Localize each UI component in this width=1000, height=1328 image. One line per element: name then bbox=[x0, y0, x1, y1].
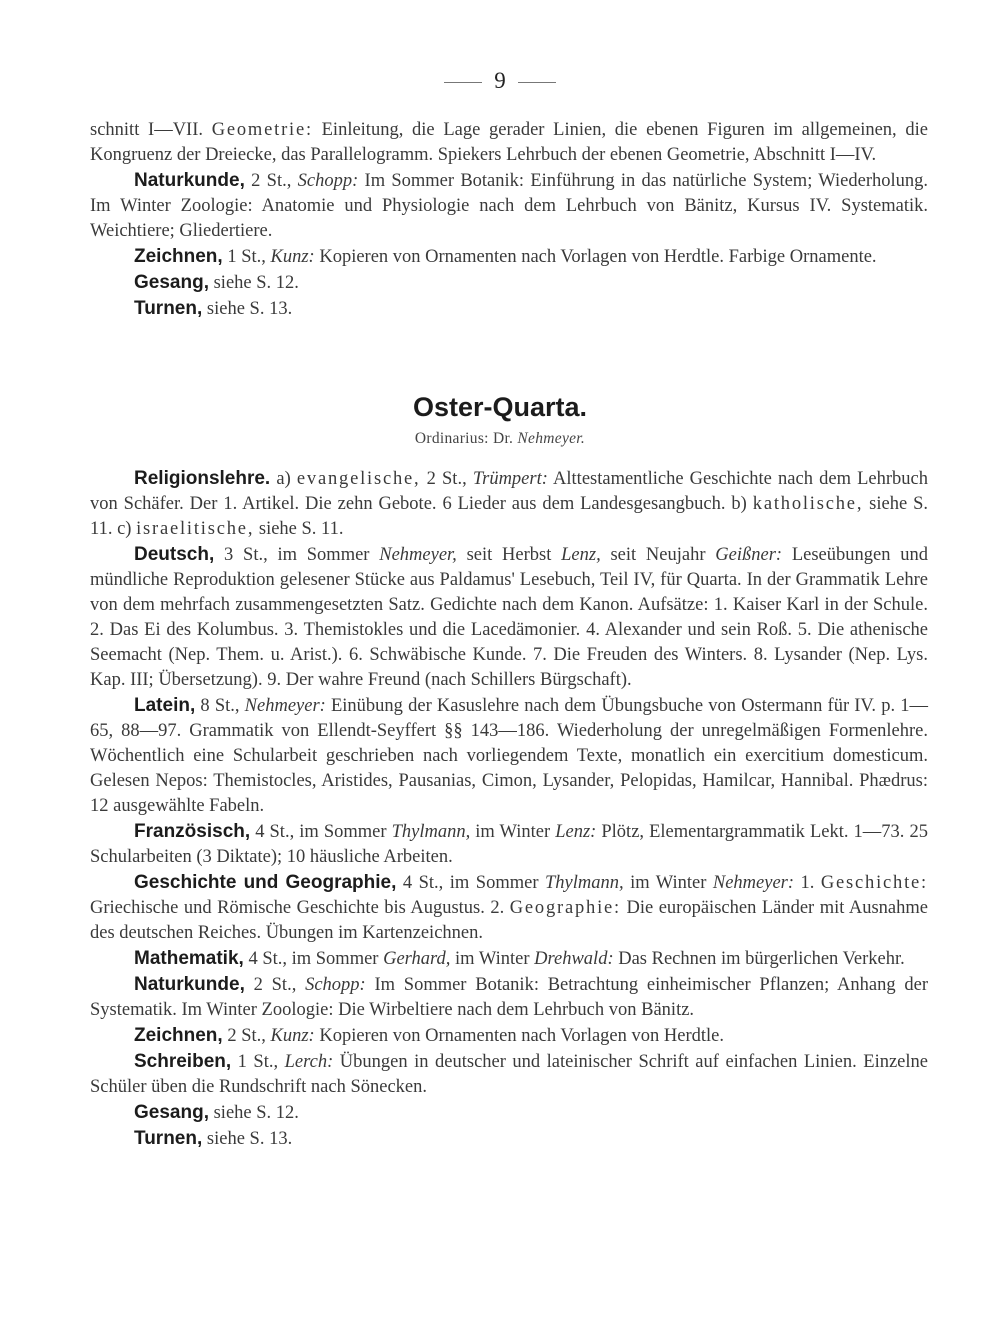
heading-gesang: Gesang, bbox=[134, 1102, 209, 1123]
heading-latein: Latein, bbox=[134, 695, 196, 716]
heading-schreiben: Schreiben, bbox=[134, 1051, 232, 1072]
paragraph-gesang: Gesang, siehe S. 12. bbox=[134, 1102, 299, 1123]
teacher-name: Trümpert: bbox=[472, 469, 548, 489]
paragraph-turnen: Turnen, siehe S. 13. bbox=[134, 298, 293, 319]
teacher-name: Thylmann, bbox=[391, 822, 471, 842]
heading-turnen: Turnen, bbox=[134, 1128, 203, 1149]
top-text-block bbox=[90, 118, 928, 322]
heading-franzoesisch: Französisch, bbox=[134, 821, 251, 842]
page-number: 9 bbox=[494, 68, 506, 93]
heading-geschichte-geographie: Geschichte und Geographie, bbox=[134, 872, 397, 893]
paragraph-franzoesisch: Französisch, 4 St., im Sommer Thylmann, im Winter Lenz: Plötz, Elementargrammatik Lekt. 1—73. 25 Schularbeiten (3 Diktate); 10 häusliche Arbeiten. bbox=[90, 821, 928, 867]
heading-turnen: Turnen, bbox=[134, 298, 203, 319]
teacher-name: Lenz, bbox=[561, 545, 601, 565]
teacher-name: Kunz: bbox=[270, 1026, 315, 1046]
section-title: Oster-Quarta. bbox=[412, 392, 588, 422]
heading-religionslehre: Religionslehre. bbox=[134, 468, 271, 489]
teacher-name: Geißner: bbox=[715, 545, 783, 565]
teacher-name: Schopp: bbox=[297, 171, 359, 191]
teacher-name: Nehmeyer: bbox=[244, 696, 326, 716]
paragraph-zeichnen: Zeichnen, 1 St., Kunz: Kopieren von Ornamenten nach Vorlagen von Herdtle. Farbige Ornamente. bbox=[134, 246, 877, 267]
paragraph-naturkunde: Naturkunde, 2 St., Schopp: Im Sommer Botanik: Betrachtung einheimischer Pflanzen; Anhang der Systematik. Im Winter Zoologie: Die Wirbeltiere nach dem Lehrbuch von Bänitz. bbox=[90, 974, 928, 1020]
heading-zeichnen: Zeichnen, bbox=[134, 246, 223, 267]
teacher-name: Nehmeyer, bbox=[379, 545, 457, 565]
paragraph-mathematik: Mathematik, 4 St., im Sommer Gerhard, im Winter Drehwald: Das Rechnen im bürgerlichen Verkehr. bbox=[134, 948, 905, 969]
paragraph-deutsch: Deutsch, 3 St., im Sommer Nehmeyer, seit Herbst Lenz, seit Neujahr Geißner: Leseübungen und mündliche Reproduktion gelesener Stücke aus Paldamus' Lesebuch, Teil IV, für Quarta. In der Grammatik Lehre von dem mehrfach zusammengesetzten Satz. Gedichte nach dem Kanon. Aufsätze: 1. Kaiser Karl in der Schule. 2. Das Ei des Kolumbus. 3. Themistokles und die Lacedämonier. 4. Alexander und sein Roß. 5. Die athenische Seemacht (Nep. Them. u. Arist.). 6. Schwäbische Kunde. 7. Die Freuden des Winters. 8. Lysander (Nep. Lys. Kap. III; Übersetzung). 9. Der wahre Freund (nach Schillers Bürgschaft). bbox=[90, 544, 928, 690]
ordinarius-line: Ordinarius: Dr. Nehmeyer. bbox=[414, 430, 586, 447]
teacher-name: Gerhard, bbox=[383, 949, 451, 969]
teacher-name: Lenz: bbox=[555, 822, 597, 842]
label-geometrie: Geometrie: bbox=[211, 120, 313, 140]
paragraph-religionslehre: Religionslehre. a) evangelische, 2 St., Trümpert: Alttestamentliche Geschichte nach dem Lehrbuch von Schäfer. Der 1. Artikel. Die zehn Gebote. 6 Lieder aus dem Landesgesangbuch. b) katholische, siehe S. 11. c) israelitische, siehe S. 11. bbox=[90, 468, 929, 539]
header-rule-left bbox=[444, 82, 482, 83]
heading-deutsch: Deutsch, bbox=[134, 544, 215, 565]
teacher-name: Drehwald: bbox=[534, 949, 614, 969]
heading-gesang: Gesang, bbox=[134, 272, 209, 293]
ordinarius-name: Nehmeyer. bbox=[517, 430, 586, 447]
paragraph-zeichnen: Zeichnen, 2 St., Kunz: Kopieren von Ornamenten nach Vorlagen von Herdtle. bbox=[134, 1025, 724, 1046]
paragraph-gesang: Gesang, siehe S. 12. bbox=[134, 272, 299, 293]
quarta-text-block bbox=[90, 466, 928, 1152]
heading-zeichnen: Zeichnen, bbox=[134, 1025, 223, 1046]
teacher-name: Kunz: bbox=[270, 247, 315, 267]
teacher-name: Thylmann, bbox=[544, 873, 624, 893]
heading-mathematik: Mathematik, bbox=[134, 948, 244, 969]
paragraph-geometrie: schnitt I—VII. Geometrie: Einleitung, die Lage gerader Linien, die ebenen Figuren im allgemeinen, die Kongruenz der Dreiecke, das Parallelogramm. Spiekers Lehrbuch der ebenen Geometrie, Abschnitt I—IV. bbox=[90, 120, 928, 165]
page-number-header bbox=[0, 68, 1000, 94]
paragraph-latein: Latein, 8 St., Nehmeyer: Einübung der Kasuslehre nach dem Übungsbuche von Ostermann für IV. p. 1—65, 88—97. Grammatik von Ellendt-Seyffert §§ 143—186. Wiederholung der unregelmäßigen Formenlehre. Wöchentlich eine Schularbeit geschrieben nach vorliegendem Texte, monatlich ein exercitium domesticum. Gelesen Nepos: Themistocles, Aristides, Pausanias, Cimon, Lysander, Pelopidas, Hamilcar, Hannibal. Phædrus: 12 ausgewählte Fabeln. bbox=[90, 695, 928, 816]
heading-naturkunde: Naturkunde, bbox=[134, 170, 245, 191]
paragraph-turnen: Turnen, siehe S. 13. bbox=[134, 1128, 293, 1149]
paragraph-geschichte-geographie: Geschichte und Geographie, 4 St., im Sommer Thylmann, im Winter Nehmeyer: 1. Geschichte: Griechische und Römische Geschichte bis Augustus. 2. Geographie: Die europäischen Länder mit Ausnahme des deutschen Reiches. Übungen im Kartenzeichnen. bbox=[90, 872, 928, 943]
teacher-name: Nehmeyer: bbox=[712, 873, 795, 893]
header-rule-right bbox=[518, 82, 556, 83]
paragraph-schreiben: Schreiben, 1 St., Lerch: Übungen in deutscher und lateinischer Schrift auf einfachen Linien. Einzelne Schüler üben die Rundschrift nach Sönecken. bbox=[90, 1051, 928, 1097]
heading-naturkunde: Naturkunde, bbox=[134, 974, 245, 995]
paragraph-naturkunde: Naturkunde, 2 St., Schopp: Im Sommer Botanik: Einführung in das natürliche System; Wiederholung. Im Winter Zoologie: Anatomie und Physiologie nach dem Lehrbuch von Bänitz, Kursus IV. Systematik. Weichtiere; Gliedertiere. bbox=[90, 170, 928, 241]
teacher-name: Lerch: bbox=[284, 1052, 334, 1072]
teacher-name: Schopp: bbox=[305, 975, 366, 995]
